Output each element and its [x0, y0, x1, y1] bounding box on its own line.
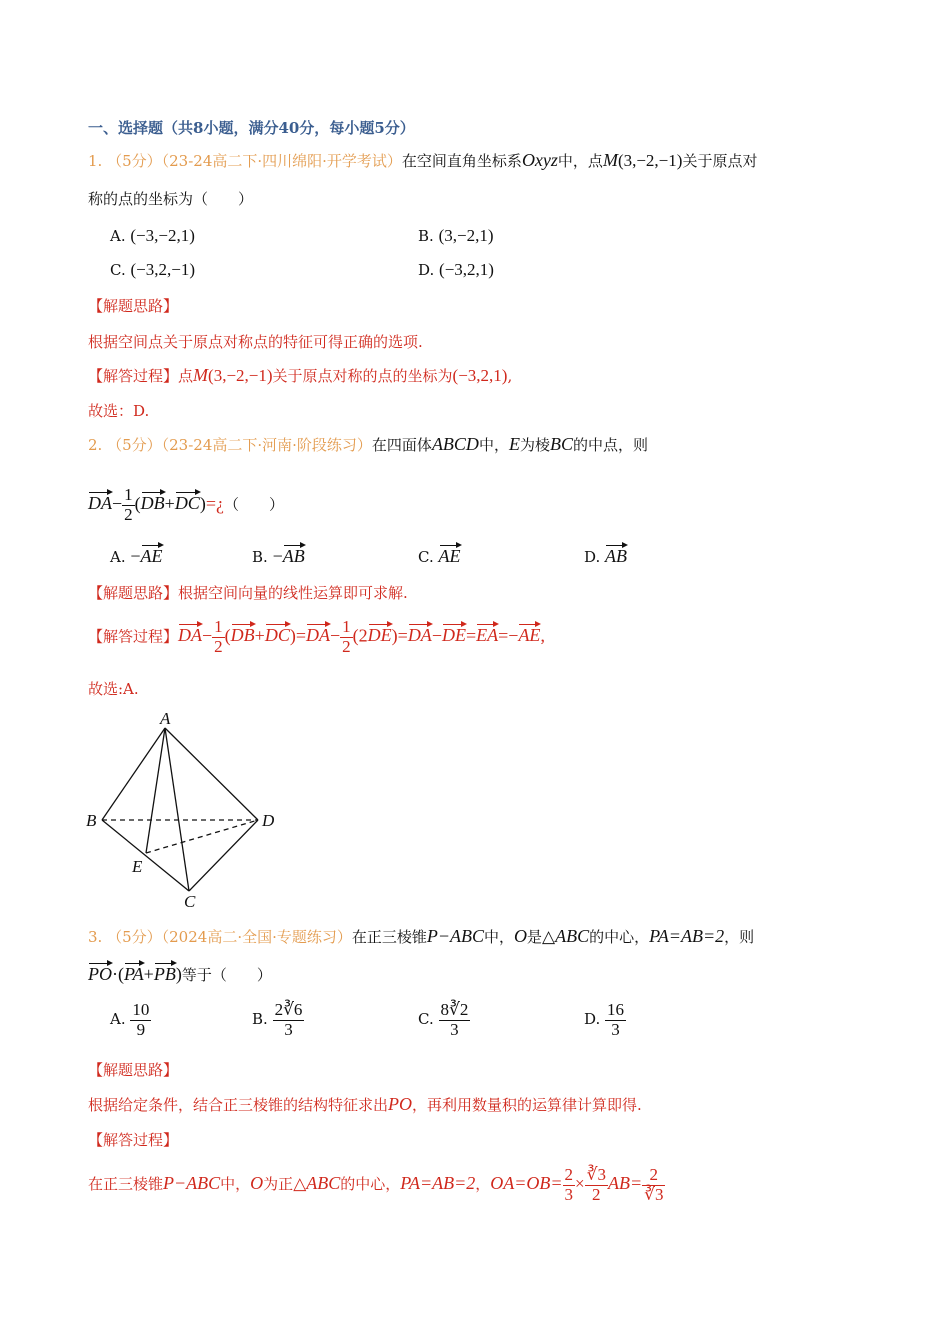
q3-text2: 中， [484, 928, 515, 946]
q2-option-a-label: A. [110, 548, 126, 566]
q3-process-text5: ， [475, 1175, 491, 1194]
q2-option-b-vector: AB [282, 546, 305, 566]
q2-text2: 中， [478, 436, 509, 454]
q1-score: （5分） [107, 152, 162, 170]
plus-sign: + [254, 625, 265, 646]
q3-option-a-label: A. [110, 1010, 126, 1029]
minus-sign: − [431, 625, 442, 646]
q1-source: （23-24高二下·四川绵阳·开学考试） [161, 152, 402, 170]
q1-stem-line2: 称的点的坐标为（ ） [88, 190, 254, 208]
fraction-root3-over-2: $\frac{∛3}{2}$ [586, 1165, 606, 1204]
vec-ea: EA [476, 625, 499, 646]
q2-option-c-vector: AE [438, 546, 461, 566]
vec-po: PO [88, 964, 112, 984]
edge-bc [102, 820, 189, 891]
q3-option-a[interactable] [110, 1001, 151, 1039]
q3-triangle: ABC [555, 926, 590, 946]
vec-da: DA [88, 493, 112, 514]
q2-option-b[interactable] [252, 546, 305, 567]
q3-process-text4: 的中心， [340, 1175, 401, 1194]
q2-body: ABCD [431, 434, 479, 454]
q2-option-a-vector: AE [140, 546, 163, 566]
vec-dc: DC [264, 625, 290, 646]
q3-text5: ，则 [724, 928, 755, 946]
q3-idea-label: 【解题思路】 [88, 1061, 179, 1079]
q1-number: 1. [88, 152, 103, 170]
q2-stem-line1 [88, 434, 648, 455]
fraction-two-thirds: $\frac{2}{3}$ [564, 1165, 574, 1204]
fraction-2-over-root3: $\frac{2}{∛3}$ [644, 1165, 664, 1204]
minus-sign: − [112, 493, 123, 514]
q1-option-d[interactable] [418, 260, 494, 280]
q3-number: 3. [88, 928, 103, 946]
q3-text4: 的中心， [589, 928, 650, 946]
q2-text: 在四面体 [371, 436, 432, 454]
vec-ae: AE [518, 625, 541, 646]
q2-idea-label: 【解题思路】 [88, 584, 179, 602]
vec-da: DA [306, 625, 330, 646]
q2-text3: 为棱 [519, 436, 550, 454]
q2-idea [88, 582, 408, 603]
q1-option-d-value: (−3,2,1) [439, 260, 494, 279]
q2-score: （5分） [107, 436, 162, 454]
q2-number: 2. [88, 436, 103, 454]
q1-option-a-value: (−3,−2,1) [130, 226, 195, 245]
edge-ab [102, 728, 165, 820]
q1-system: Oxyz [521, 150, 558, 170]
q3-process-text: 在正三棱锥 [88, 1175, 164, 1194]
q3-option-c-fraction: $\frac{8∛2}{3}$ [440, 1000, 469, 1039]
half-fraction: $\frac{1}{2}$ [342, 617, 351, 656]
answer-blank: （ ） [223, 495, 284, 514]
q1-idea-text: 根据空间点关于原点对称点的特征可得正确的选项. [88, 333, 423, 351]
q3-idea-po: PO [388, 1094, 413, 1114]
q1-stem-line1 [88, 150, 757, 171]
q3-source: （2024高二·全国·专题练习） [161, 928, 352, 946]
q1-point: M [602, 150, 618, 170]
q1-option-c-value: (−3,2,−1) [130, 260, 195, 279]
q2-option-c-label: C. [418, 548, 434, 566]
plus-sign: + [164, 493, 175, 514]
equals-sign: =− [498, 625, 519, 646]
q2-text4: 的中点，则 [572, 436, 648, 454]
q1-idea-label: 【解题思路】 [88, 297, 179, 315]
label-b: B [86, 811, 97, 830]
vec-pa: PA [124, 964, 144, 984]
q3-tail: 等于（ ） [181, 966, 272, 984]
q1-option-b[interactable] [418, 226, 494, 246]
vec-dc: DC [174, 493, 200, 514]
q2-source: （23-24高二下·河南·阶段练习） [161, 436, 372, 454]
q3-option-c[interactable] [418, 1001, 470, 1039]
q2-point-e: E [508, 434, 520, 454]
q2-option-a[interactable] [110, 546, 163, 567]
edge-cd [189, 820, 258, 891]
triangle-symbol: △ [293, 1174, 307, 1194]
equals-sign: = [397, 625, 408, 646]
q3-idea-text [88, 1094, 642, 1115]
q3-process-pyramid: P−ABC [163, 1173, 221, 1194]
q3-option-d-fraction: $\frac{16}{3}$ [607, 1000, 625, 1039]
times-sign: × [575, 1174, 585, 1194]
q3-condition: PA=AB=2 [649, 926, 725, 946]
q1-text3: 关于原点对 [682, 152, 758, 170]
q3-option-b-label: B. [252, 1010, 268, 1029]
q1-process-coord: (3,−2,−1) [208, 366, 273, 385]
dot-sign: · [112, 964, 118, 984]
tetrahedron-figure [80, 705, 290, 910]
q1-answer: 故选：D. [88, 402, 150, 420]
q3-process [88, 1166, 665, 1204]
vec-db: DB [230, 625, 255, 646]
q1-process-text2: 关于原点对称的点的坐标为 [272, 367, 453, 385]
edge-ac [165, 728, 189, 891]
q1-option-a[interactable] [110, 226, 195, 246]
plus-sign: + [143, 964, 154, 984]
q1-text: 在空间直角坐标系 [401, 152, 522, 170]
q3-process-o: O [250, 1173, 264, 1194]
equals-sign: = [465, 625, 477, 646]
q1-text2: 中，点 [557, 152, 603, 170]
vec-de: DE [441, 625, 466, 646]
q1-option-b-label: B. [418, 227, 434, 245]
q3-process-label: 【解答过程】 [88, 1131, 179, 1149]
q3-option-b[interactable] [252, 1001, 304, 1039]
q3-process-text3: 为正 [263, 1175, 294, 1194]
vec-da: DA [178, 625, 203, 646]
q3-text3: 是 [527, 928, 543, 946]
q3-text: 在正三棱锥 [351, 928, 427, 946]
q3-stem-line1 [88, 926, 754, 947]
q1-coord: (3,−2,−1) [617, 151, 683, 170]
half-fraction: $\frac{1}{2}$ [124, 485, 133, 524]
q1-process [88, 365, 512, 386]
q3-option-d-label: D. [584, 1010, 601, 1029]
q2-option-c[interactable] [418, 546, 461, 567]
q1-process-label: 【解答过程】 [88, 367, 179, 385]
q3-process-text2: 中， [220, 1175, 251, 1194]
q1-process-text: 点 [178, 367, 194, 385]
q2-option-b-label: B. [252, 548, 268, 566]
section-header: 一、选择题（共8小题，满分40分，每小题5分） [88, 119, 415, 137]
q2-process: 【解答过程】DA− $\frac{1}{2}$ (DB+DC)=DA− $\frac{1}{2}$ (2DE)=DA−DE=EA=−AE, [88, 617, 545, 656]
q1-option-c-label: C. [110, 261, 126, 279]
q3-option-a-fraction: $\frac{10}{9}$ [132, 1000, 150, 1039]
label-a: A [160, 709, 171, 728]
q3-pyramid: P−ABC [426, 926, 485, 946]
q3-option-c-label: C. [418, 1010, 434, 1029]
label-e: E [132, 857, 143, 876]
edge-ae [146, 728, 165, 853]
q3-point-o: O [514, 926, 528, 946]
q1-process-coord2: (−3,2,1) [452, 366, 508, 385]
q3-process-ab: AB= [607, 1173, 643, 1194]
q2-option-d-vector: AB [605, 546, 628, 566]
q3-idea-text1: 根据给定条件，结合正三棱锥的结构特征求出 [88, 1096, 389, 1114]
q2-option-d-label: D. [584, 548, 601, 566]
coefficient: 2 [358, 625, 368, 646]
q3-option-b-fraction: $\frac{2∛6}{3}$ [274, 1000, 303, 1039]
vec-db: DB [140, 493, 165, 514]
q1-option-d-label: D. [418, 261, 435, 279]
q2-answer: 故选:A. [88, 680, 139, 698]
q3-option-d[interactable] [584, 1001, 626, 1039]
q2-option-d[interactable] [584, 546, 627, 567]
q1-option-b-value: (3,−2,1) [438, 226, 494, 245]
comma: , [540, 625, 545, 646]
minus-sign: − [330, 625, 341, 646]
q3-process-condition: PA=AB=2 [400, 1173, 476, 1194]
q3-score: （5分） [107, 928, 162, 946]
vec-de: DE [367, 625, 392, 646]
equals-sign: = [295, 625, 306, 646]
q2-edge-bc: BC [549, 434, 573, 454]
q1-option-a-label: A. [110, 227, 126, 245]
vec-da: DA [407, 625, 432, 646]
vec-pb: PB [153, 964, 176, 984]
minus-sign: − [202, 625, 213, 646]
q3-expression: PO·(PA+PB)等于（ ） [88, 964, 272, 984]
q3-idea-text2: ，再利用数量积的运算律计算即得. [412, 1096, 642, 1114]
label-c: C [184, 892, 196, 910]
equals-sign: =¿ [205, 493, 224, 514]
q2-idea-text: 根据空间向量的线性运算即可求解. [178, 584, 408, 602]
q2-option-a-sign: − [130, 546, 141, 566]
q2-expression: DA− $\frac{1}{2}$ (DB+DC)=¿（ ） [88, 485, 284, 524]
q2-option-b-sign: − [272, 546, 283, 566]
q1-option-c[interactable] [110, 260, 195, 280]
label-d: D [262, 811, 275, 830]
q2-process-label: 【解答过程】 [88, 627, 179, 646]
half-fraction: $\frac{1}{2}$ [214, 617, 223, 656]
q1-process-point: M [193, 365, 209, 385]
edge-ad [165, 728, 258, 820]
q1-process-end: , [507, 367, 513, 385]
q3-process-abc: ABC [306, 1173, 341, 1194]
triangle-symbol: △ [542, 927, 556, 946]
q3-process-oa: OA=OB= [490, 1173, 563, 1194]
